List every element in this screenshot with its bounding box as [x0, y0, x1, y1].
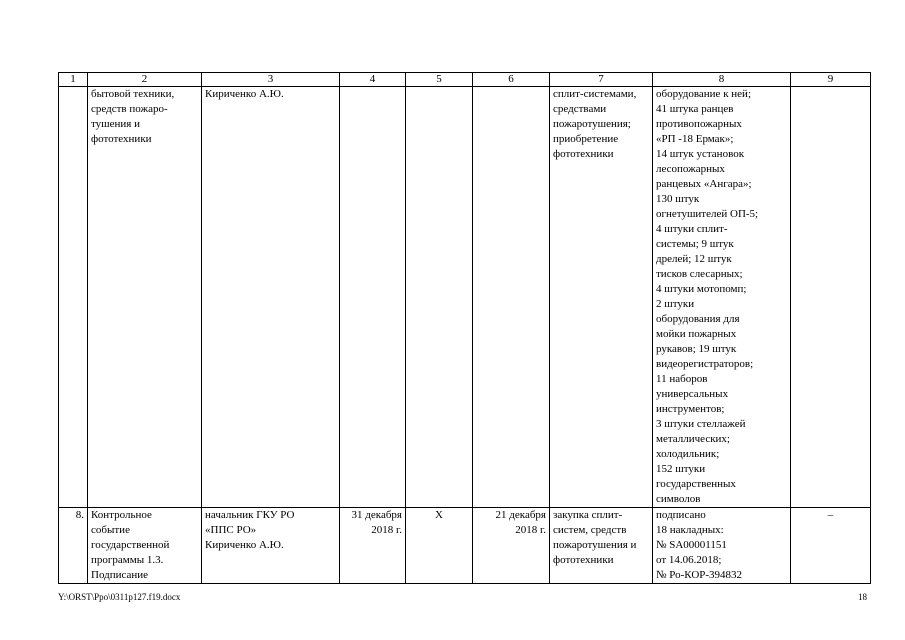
result-planned-cell: закупка сплит- систем, средств пожаротушения и фототехники [550, 508, 653, 584]
actual-date-cell: 21 декабря 2018 г. [473, 508, 550, 584]
column-header-9: 9 [791, 73, 871, 87]
column-header-2: 2 [88, 73, 202, 87]
table-row [59, 87, 871, 508]
table-row [59, 508, 871, 584]
column-header-7: 7 [550, 73, 653, 87]
event-name-cell: Контрольное событие государственной программы 1.3. Подписание [88, 508, 202, 584]
column-header-8: 8 [653, 73, 791, 87]
forecast-date-cell: Х [406, 508, 473, 584]
result-actual-cell: подписано 18 накладных: № SA00001151 от 14.06.2018; № Ро-КОР-394832 [653, 508, 791, 584]
result-actual-cell: оборудование к ней; 41 штука ранцев противопожарных «РП -18 Ермак»; 14 штук установок лесопожарных ранцевых «Ангара»; 130 штук огнетушителей ОП-5; 4 штуки сплит- системы; 9 штук дрелей; 12 штук тисков слесарных; 4 штуки мотопомп; 2 штуки оборудования для мойки пожарных рукавов; 19 штук видеорегистраторов; 11 наборов универсальных инструментов; 3 штуки стеллажей металлических; холодильник; 152 штуки государственных символов [653, 87, 791, 508]
result-planned-cell: сплит-системами, средствами пожаротушения; приобретение фототехники [550, 87, 653, 508]
column-header-5: 5 [406, 73, 473, 87]
page-number: 18 [858, 592, 867, 602]
column-header-4: 4 [340, 73, 406, 87]
file-path-footer: Y:\ORST\Ppo\0311p127.f19.docx [58, 592, 181, 602]
header-row [59, 73, 871, 87]
actual-date-cell [473, 87, 550, 508]
forecast-date-cell [406, 87, 473, 508]
responsible-cell: Кириченко А.Ю. [202, 87, 340, 508]
column-header-3: 3 [202, 73, 340, 87]
row-number-cell: 8. [59, 508, 88, 584]
reason-cell [791, 87, 871, 508]
event-name-cell: бытовой техники, средств пожаро- тушения и фототехники [88, 87, 202, 508]
column-header-1: 1 [59, 73, 88, 87]
row-number-cell [59, 87, 88, 508]
column-header-6: 6 [473, 73, 550, 87]
reason-cell: – [791, 508, 871, 584]
planned-date-cell [340, 87, 406, 508]
report-table [58, 72, 871, 584]
planned-date-cell: 31 декабря 2018 г. [340, 508, 406, 584]
responsible-cell: начальник ГКУ РО «ППС РО» Кириченко А.Ю. [202, 508, 340, 584]
